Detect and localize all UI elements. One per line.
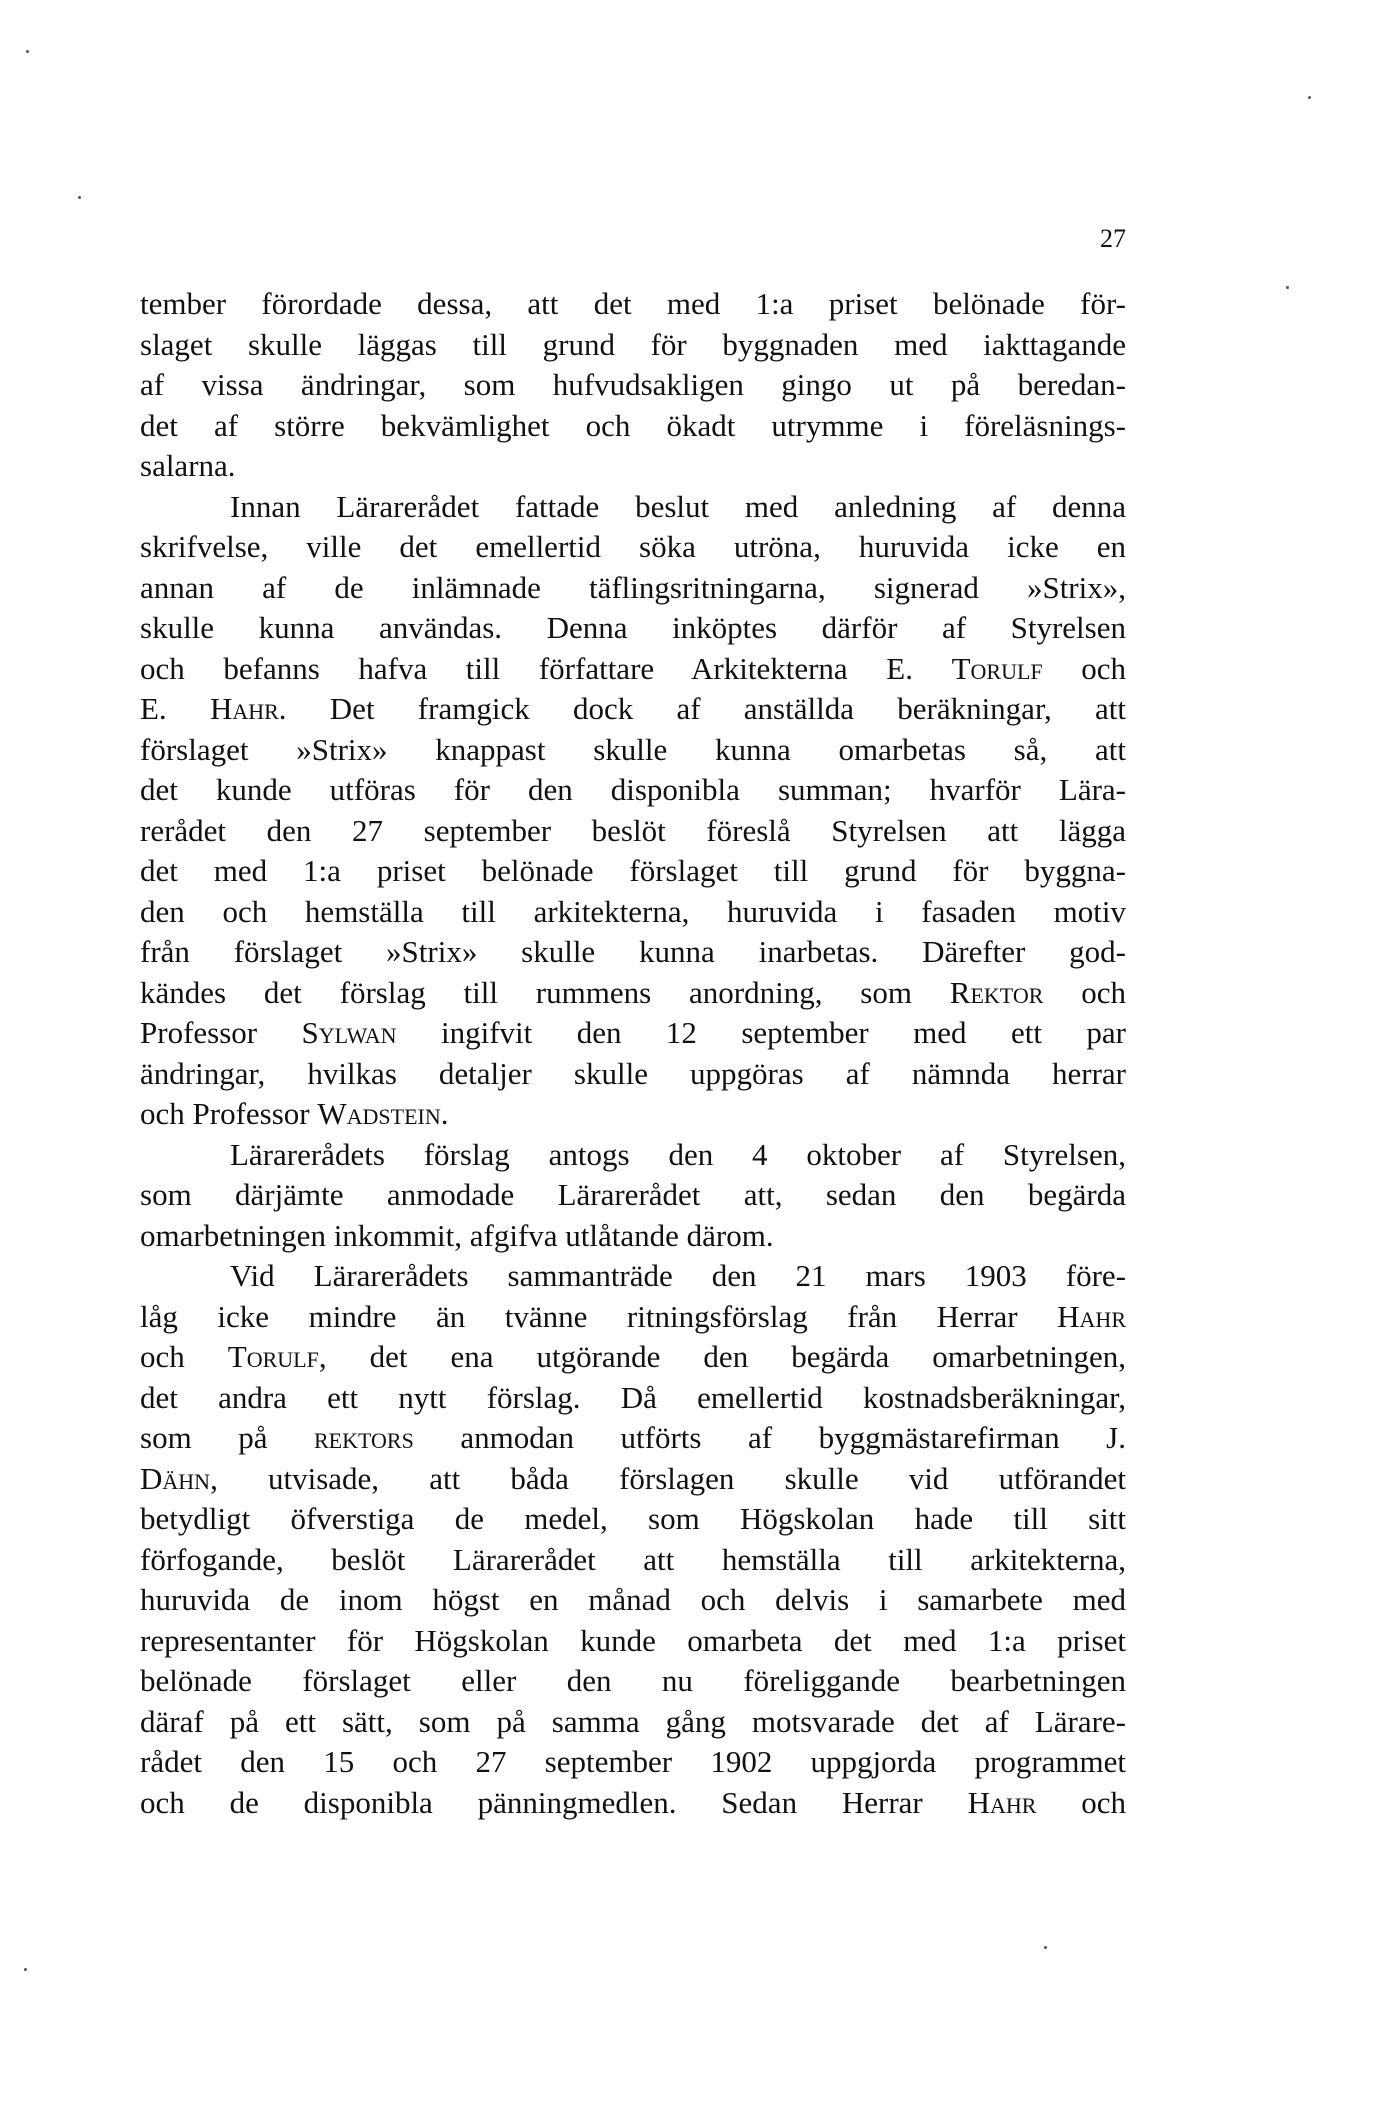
text-line [140,1418,1126,1459]
name-small-caps: Dähn [140,1460,211,1496]
text-segment: slaget skulle läggas till grund för byggnaden med iakttagande [140,326,1126,362]
text-segment: och [1042,650,1126,686]
text-line [140,932,1126,973]
text-segment: förslaget »Strix» knappast skulle kunna omarbetas så, att [140,731,1126,767]
text-segment: det med 1:a priset belönade förslaget till grund för byggna- [140,853,1126,888]
text-segment: representanter för Högskolan kunde omarbeta det med 1:a priset [140,1622,1126,1658]
text-segment: däraf på ett sätt, som på samma gång motsvarade det af Lärare- [140,1703,1126,1739]
text-segment: den och hemställa till arkitekterna, huruvida i fasaden motiv [140,893,1126,929]
text-segment: E. [140,691,210,726]
text-line [140,487,1126,528]
page-number: 27 [1100,224,1126,253]
text-segment: Lärarerådets förslag antogs den 4 oktober af Styrelsen, [230,1136,1126,1172]
text-segment: skrifvelse, ville det emellertid söka utröna, huruvida icke en [140,529,1126,564]
paper-speck [78,196,81,199]
text-segment: ingifvit den 12 september med ett par [396,1015,1126,1050]
text-segment: Innan Lärarerådet fattade beslut med anledning af denna [230,488,1126,524]
text-segment: rerådet den 27 september beslöt föreslå Styrelsen att lägga [140,812,1126,848]
text-line [140,1054,1126,1095]
text-segment: och [140,1339,228,1374]
text-segment: skulle kunna användas. Denna inköptes därför af Styrelsen [140,610,1126,645]
text-line [140,608,1126,649]
text-line [140,973,1126,1014]
name-small-caps: Torulf [227,1339,319,1374]
name-small-caps: Rektor [949,974,1044,1010]
text-segment: , utvisade, att båda förslagen skulle vid utförandet [210,1460,1126,1496]
text-segment: salarna. [140,448,236,483]
text-line [140,446,1126,487]
name-small-caps: Wadstein [317,1096,441,1131]
paper-speck [26,50,29,53]
text-segment: kändes det förslag till rummens anordning, som [140,974,950,1010]
text-line [140,1499,1126,1540]
text-line [140,527,1126,568]
name-small-caps: Torulf [951,650,1043,686]
text-line [140,649,1126,690]
text-line [140,1621,1126,1662]
text-line [140,689,1126,730]
text-segment: anmodan utförts af byggmästarefirman J. [413,1420,1126,1455]
text-segment: Professor [140,1015,302,1050]
text-line [140,1256,1126,1297]
body-text [140,284,1126,1823]
name-small-caps: Sylwan [301,1015,397,1050]
text-line [140,365,1126,406]
text-line [140,1378,1126,1419]
text-segment: , det ena utgörande den begärda omarbetningen, [318,1339,1126,1374]
text-line [140,730,1126,771]
text-line [140,1297,1126,1338]
text-segment: och Professor [140,1096,318,1131]
text-segment: det af större bekvämlighet och ökadt utrymme i föreläsnings- [140,407,1126,443]
text-line [140,1135,1126,1176]
text-segment: tember förordade dessa, att det med 1:a priset belönade för- [140,286,1126,321]
text-segment: annan af de inlämnade täflingsritningarna, signerad »Strix», [140,569,1126,605]
text-segment: huruvida de inom högst en månad och delvis i samarbete med [140,1582,1126,1617]
text-line [140,1094,1126,1135]
text-segment: och [1036,1784,1126,1820]
text-segment: betydligt öfverstiga de medel, som Högskolan hade till sitt [140,1501,1126,1536]
paper-speck [1044,1946,1047,1949]
text-line [140,1540,1126,1581]
paper-speck [1308,96,1311,99]
text-segment: ändringar, hvilkas detaljer skulle uppgöras af nämnda herrar [140,1055,1126,1091]
text-line [140,1459,1126,1500]
text-segment: från förslaget »Strix» skulle kunna inarbetas. Därefter god- [140,934,1126,969]
text-line [140,851,1126,892]
text-line [140,284,1126,325]
text-segment: som på [140,1420,314,1455]
text-segment: det andra ett nytt förslag. Då emellertid kostnadsberäkningar, [140,1379,1126,1415]
text-line [140,1742,1126,1783]
text-line [140,406,1126,447]
text-line [140,1216,1126,1257]
text-segment: låg icke mindre än tvänne ritningsförslag från Herrar [140,1298,1058,1334]
text-segment: belönade förslaget eller den nu föreliggande bearbetningen [140,1663,1126,1698]
text-segment: och befanns hafva till författare Arkitekterna E. [140,650,952,686]
text-line [140,892,1126,933]
text-line [140,1702,1126,1743]
text-segment: som därjämte anmodade Lärarerådet att, sedan den begärda [140,1177,1126,1212]
text-segment: . [440,1096,449,1131]
name-small-caps: Hahr [967,1784,1037,1820]
text-line [140,568,1126,609]
paper-speck [24,1968,27,1971]
text-segment: rådet den 15 och 27 september 1902 uppgjorda programmet [140,1744,1126,1779]
text-line [140,1661,1126,1702]
text-segment: förfogande, beslöt Lärarerådet att hemställa till arkitekterna, [140,1541,1126,1577]
name-small-caps: Hahr [209,691,279,726]
name-small-caps: rektors [314,1420,414,1455]
text-line [140,811,1126,852]
text-segment: och de disponibla pänningmedlen. Sedan Herrar [140,1784,968,1820]
text-segment: af vissa ändringar, som hufvudsakligen gingo ut på beredan- [140,367,1126,402]
text-line [140,325,1126,366]
text-segment: och [1043,974,1126,1010]
text-line [140,1783,1126,1824]
text-segment: Vid Lärarerådets sammanträde den 21 mars 1903 före- [230,1258,1126,1293]
paper-speck [1286,286,1289,289]
text-line [140,770,1126,811]
text-line [140,1013,1126,1054]
text-line [140,1337,1126,1378]
name-small-caps: Hahr [1057,1298,1126,1334]
text-line [140,1175,1126,1216]
text-segment: omarbetningen inkommit, afgifva utlåtande därom. [140,1217,774,1253]
text-segment: . Det framgick dock af anställda beräkningar, att [278,691,1127,726]
text-segment: det kunde utföras för den disponibla summan; hvarför Lära- [140,772,1126,807]
text-line [140,1580,1126,1621]
